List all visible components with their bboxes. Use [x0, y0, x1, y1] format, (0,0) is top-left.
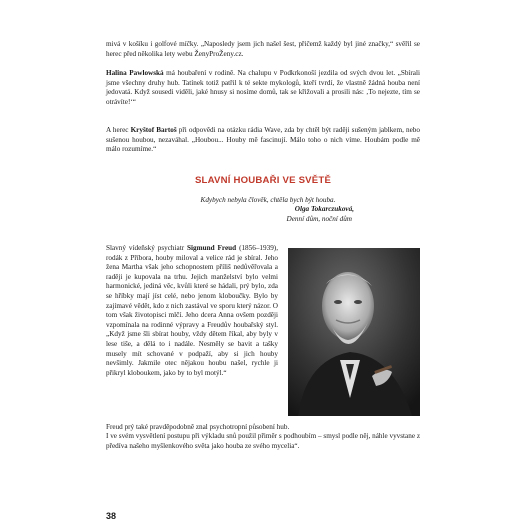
- paragraph-text: (1856–1939), rodák z Příbora, houby miloval a velice rád je sbíral. Jeho žena Martha však jeho schopnostem příliš nedůvěřovala a raději je kupovala na trhu. Jejich manželství bylo velmi harmonické, jediná věc, kvůli které se hádali, prý bylo, zda se hříbky mají jíst celé, nebo jenom kloboučky. Bylo by zajímavé vědět, kdo z nich zastával ve sporu který názor. O tom však životopisci mlčí. Jeho dcera Anna ovšem později vzpomínala na rodinné výpravy a Freudův houbařský styl. „Když jsme šli sbírat houby, vždy dětem říkal, aby byly v lese tiše, a dělá to i nadále. Nesměly se bavit a tašky musely mít schované v podpaží, aby si jich houby nevšimly. Jakmile otec nějakou houbu našel, rychle ji přikryl kloboukem, jako by to byl motýl.“: [106, 244, 279, 377]
- person-name: Halina Pawlowská: [106, 69, 164, 77]
- page-number: 38: [106, 511, 117, 521]
- paragraph-psychotropic: Freud prý také pravděpodobně znal psychotropní působení hub.: [106, 423, 290, 431]
- portrait-illustration: [288, 248, 420, 416]
- book-page: [106, 30, 421, 521]
- portrait-photo: [288, 248, 420, 416]
- paragraph-bartos: [106, 126, 420, 155]
- section-title: SLAVNÍ HOUBAŘI VE SVĚTĚ: [194, 175, 332, 186]
- paragraph-text: při odpovědi na otázku rádia Wave, zda by chtěl být raději sušeným jablkem, nebo sušenou houbou, nezaváhal. „Houbou... Houby mě fascinují. Málo toho o nich víme. Houbám podle mě málo rozumíme.“: [106, 126, 420, 154]
- person-name: Kryštof Bartoš: [130, 126, 177, 134]
- epigraph-source: Denní dům, noční dům: [286, 214, 352, 223]
- person-name: Sigmund Freud: [187, 244, 237, 252]
- paragraph-text: má houbaření v rodině. Na chalupu v Podkrkonoší jezdila od svých dvou let. „Sbírali jsme všechny druhy hub. Tatínek totiž patřil k té sekte mykologů, kteří tvrdí, že vlastně žádná houba není jedovatá. Když sousedi viděli, jaké hnusy si nosíme domů, tak se křižovali a prosili nás: ‚To nejezte, tím se otrávíte!‘“: [106, 69, 420, 106]
- paragraph-freud: [106, 244, 278, 378]
- paragraph-pawlowska: [106, 69, 420, 107]
- epigraph-author: Olga Tokarczuková,: [294, 205, 354, 214]
- epigraph: [106, 196, 420, 224]
- paragraph-prefix: Slavný vídeňský psychiatr: [106, 244, 188, 252]
- epigraph-quote: Kdybych nebyla člověk, chtěla bych být houba.: [200, 196, 336, 204]
- paragraph-prefix: A herec: [106, 126, 131, 134]
- paragraph-intro: mivá v košíku i golfové míčky. „Naposledy jsem jich našel šest, přičemž každý byl jiné značky,“ svěřil se herec před několika lety webu ŽenyProŽeny.cz.: [106, 40, 420, 58]
- paragraph-mycelium: I ve svém vysvětlení postupu při výkladu snů použil přiměr s podhoubím – smysl podle něj, náhle vyvstane z předíva našeho myšlenkového světa jako houba ze svého mycelia“.: [106, 432, 421, 450]
